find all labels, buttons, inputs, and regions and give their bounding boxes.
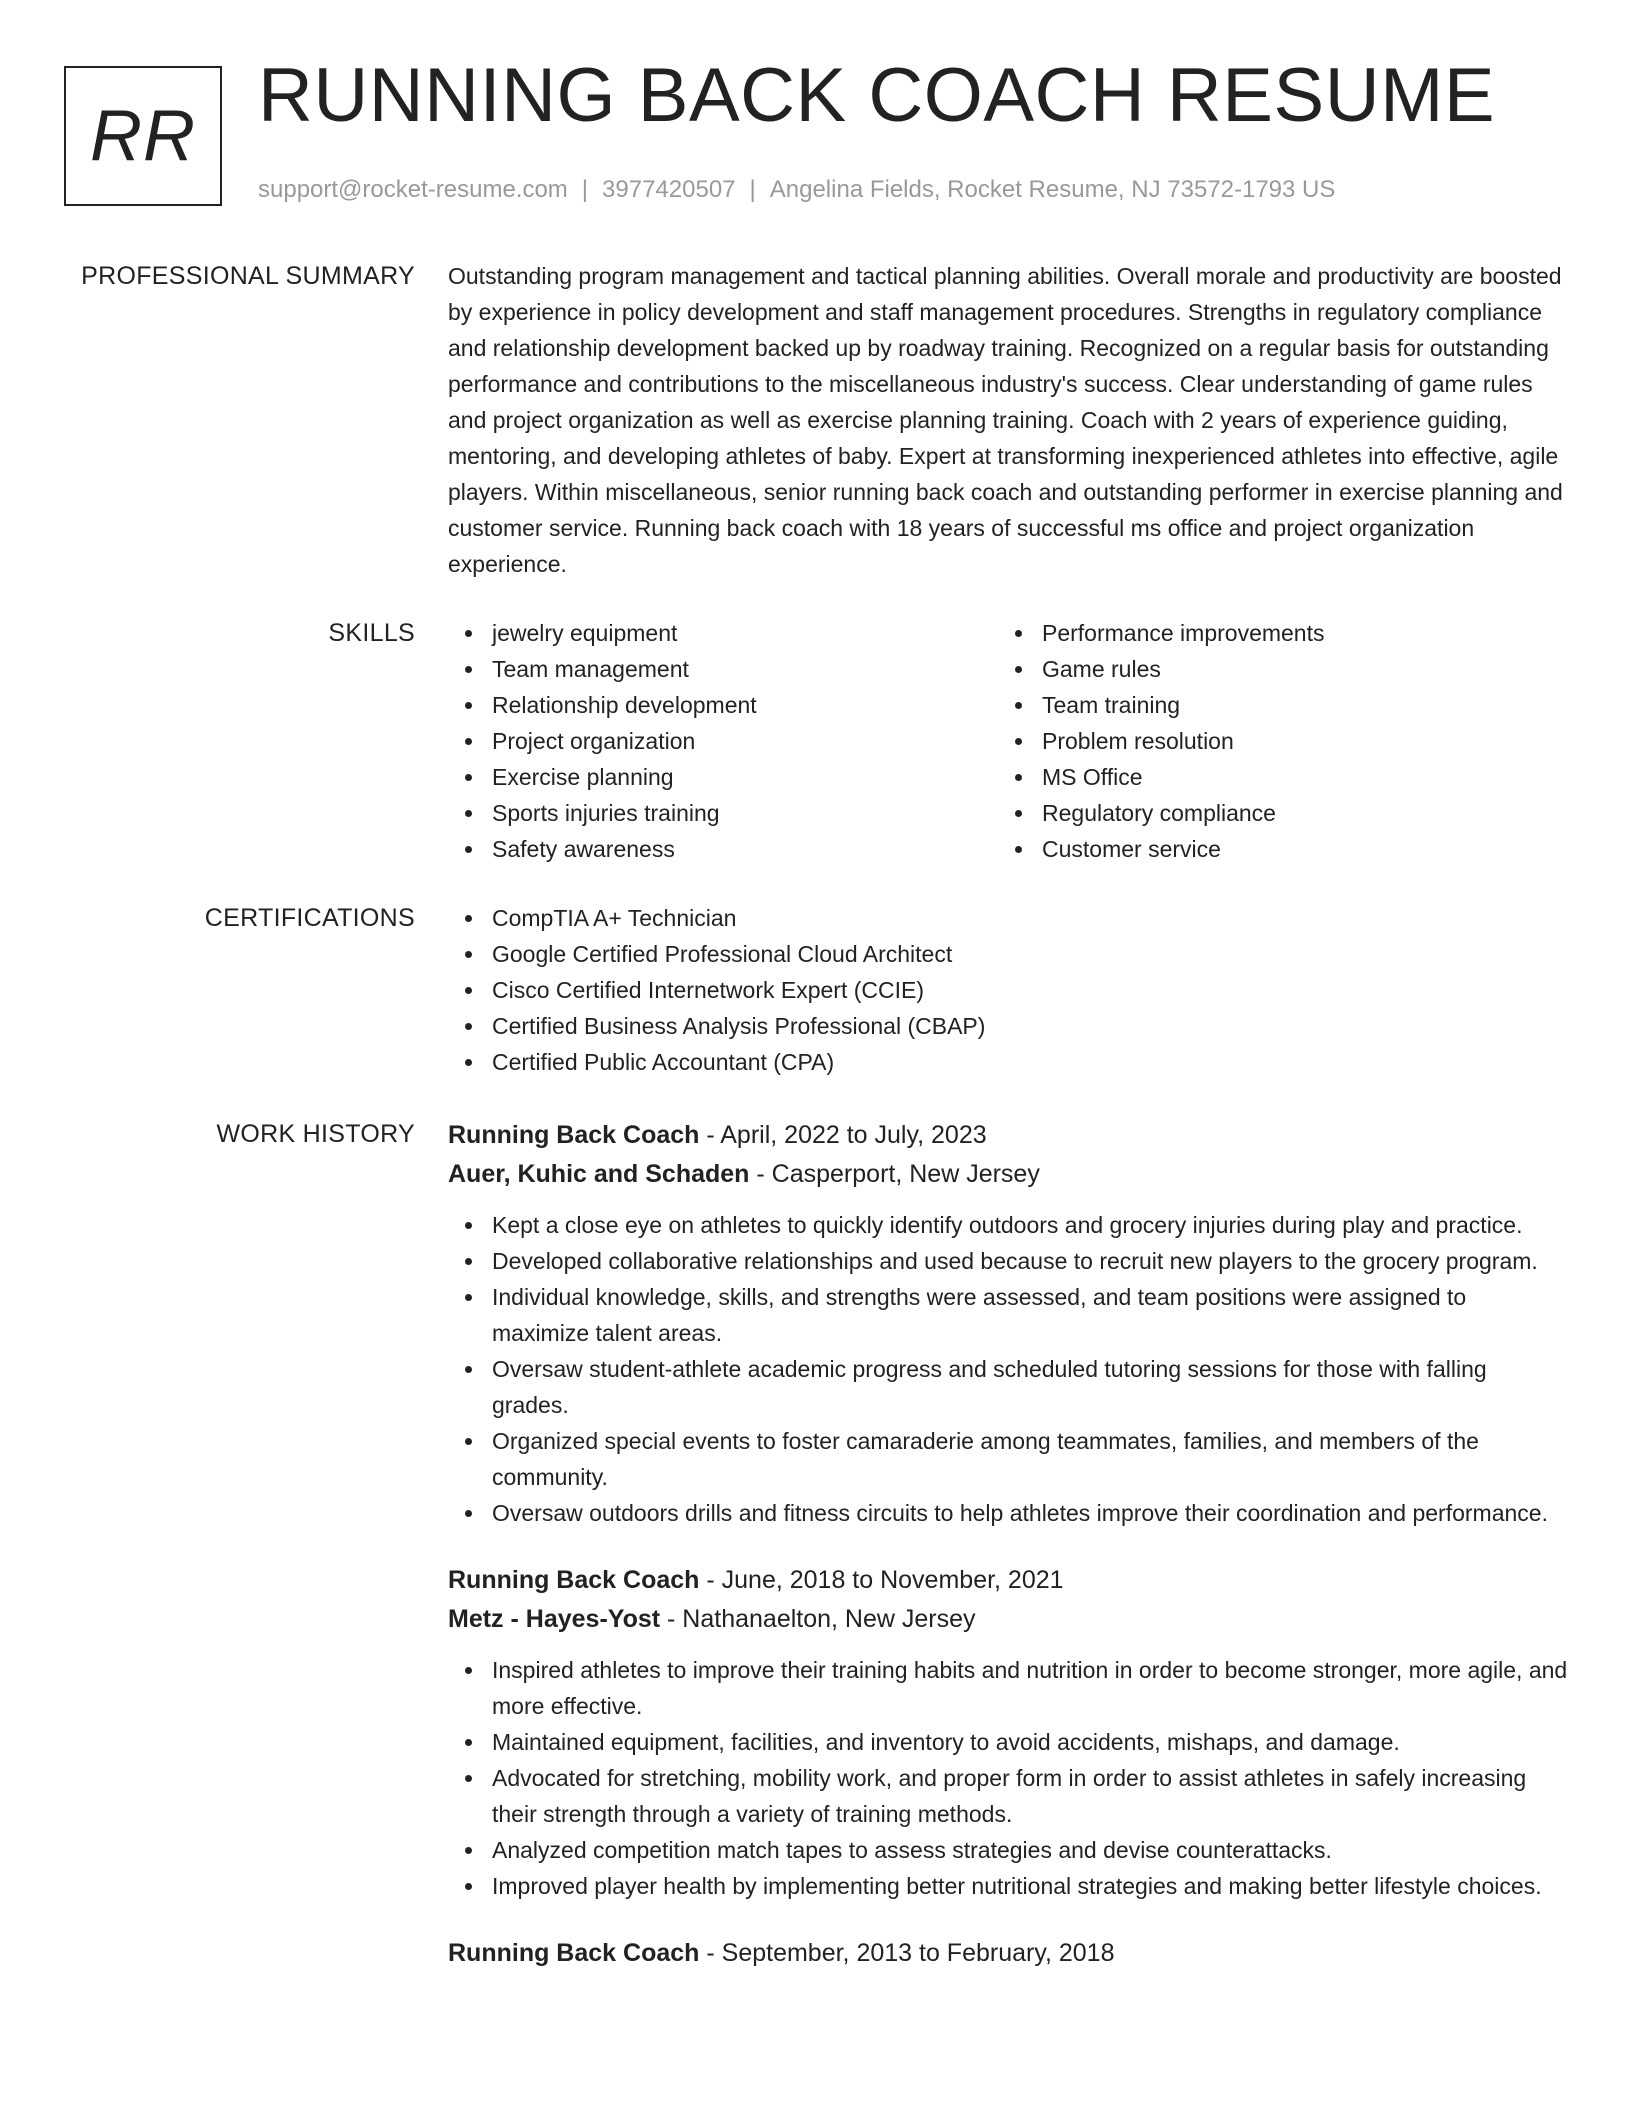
- job-company-line: [448, 1155, 1568, 1194]
- job-title: Running Back Coach: [448, 1566, 700, 1594]
- contact-address: Angelina Fields, Rocket Resume, NJ 73572-1793 US: [769, 176, 1336, 203]
- job-dates: - April, 2022 to July, 2023: [699, 1121, 987, 1149]
- job-bullet: Improved player health by implementing better nutritional strategies and making better lifestyle choices.: [448, 1868, 1568, 1904]
- job-bullet: Maintained equipment, facilities, and inventory to avoid accidents, mishaps, and damage.: [448, 1724, 1568, 1760]
- certification-item: Certified Public Accountant (CPA): [448, 1044, 1568, 1080]
- job-bullet: Individual knowledge, skills, and strengths were assessed, and team positions were assigned to maximize talent areas.: [448, 1279, 1568, 1351]
- skill-item: Team management: [448, 651, 998, 687]
- summary-text: Outstanding program management and tactical planning abilities. Overall morale and productivity are boosted by experience in policy development and staff management procedures. Strengths in regulatory compliance and relationship development backed up by roadway training. Recognized on a regular basis for outstanding performance and contributions to the miscellaneous industry's success. Clear understanding of game rules and project organization as well as exercise planning training. Coach with 2 years of experience guiding, mentoring, and developing athletes of baby. Expert at transforming inexperienced athletes into effective, agile players. Within miscellaneous, senior running back coach and outstanding performer in exercise planning and customer service. Running back coach with 18 years of successful ms office and project organization experience.: [448, 263, 1563, 577]
- certification-item: Cisco Certified Internetwork Expert (CCIE): [448, 972, 1568, 1008]
- section-label: CERTIFICATIONS: [204, 904, 415, 932]
- job-entry: [448, 1561, 1568, 1904]
- skill-item: Game rules: [998, 651, 1548, 687]
- contact-line: [258, 176, 1335, 204]
- job-title-line: [448, 1116, 1568, 1155]
- certifications-list: [448, 900, 1568, 1080]
- job-title: Running Back Coach: [448, 1121, 700, 1149]
- contact-email: support@rocket-resume.com: [258, 176, 568, 203]
- contact-separator: |: [581, 176, 589, 203]
- section-label: PROFESSIONAL SUMMARY: [81, 262, 415, 290]
- job-bullet: Organized special events to foster camaraderie among teammates, families, and members of the community.: [448, 1423, 1568, 1495]
- section-body: [448, 900, 1568, 1080]
- monogram-badge: [64, 66, 222, 206]
- resume-title: RUNNING BACK COACH RESUME: [258, 53, 1496, 138]
- skill-item: Team training: [998, 687, 1548, 723]
- job-bullets: [448, 1207, 1568, 1531]
- skill-item: jewelry equipment: [448, 615, 998, 651]
- contact-phone: 3977420507: [602, 176, 736, 203]
- job-bullet: Oversaw student-athlete academic progress and scheduled tutoring sessions for those with falling grades.: [448, 1351, 1568, 1423]
- monogram-initials: RR: [90, 96, 196, 176]
- skill-item: Exercise planning: [448, 759, 998, 795]
- skills-list-right: [998, 615, 1548, 867]
- skill-item: Relationship development: [448, 687, 998, 723]
- skill-item: MS Office: [998, 759, 1548, 795]
- skill-item: Safety awareness: [448, 831, 998, 867]
- section-body: [448, 1116, 1568, 1973]
- job-entry: [448, 1934, 1568, 1973]
- skills-list-left: [448, 615, 998, 867]
- certification-item: Certified Business Analysis Professional (CBAP): [448, 1008, 1568, 1044]
- certification-item: CompTIA A+ Technician: [448, 900, 1568, 936]
- skill-item: Sports injuries training: [448, 795, 998, 831]
- certification-item: Google Certified Professional Cloud Architect: [448, 936, 1568, 972]
- job-bullet: Oversaw outdoors drills and fitness circuits to help athletes improve their coordination and performance.: [448, 1495, 1568, 1531]
- job-company: Metz - Hayes-Yost: [448, 1605, 661, 1633]
- skill-item: Problem resolution: [998, 723, 1548, 759]
- contact-separator: |: [749, 176, 756, 203]
- section-label: WORK HISTORY: [216, 1120, 415, 1148]
- job-bullet: Developed collaborative relationships and used because to recruit new players to the grocery program.: [448, 1243, 1568, 1279]
- job-bullets: [448, 1652, 1568, 1904]
- job-location: - Nathanaelton, New Jersey: [660, 1605, 976, 1633]
- job-company-line: [448, 1600, 1568, 1639]
- section-label: SKILLS: [328, 619, 415, 647]
- job-title-line: [448, 1561, 1568, 1600]
- job-bullet: Inspired athletes to improve their training habits and nutrition in order to become stronger, more agile, and more effective.: [448, 1652, 1568, 1724]
- skill-item: Performance improvements: [998, 615, 1548, 651]
- job-company: Auer, Kuhic and Schaden: [448, 1160, 750, 1188]
- job-title: Running Back Coach: [448, 1939, 700, 1967]
- skill-item: Project organization: [448, 723, 998, 759]
- skill-item: Customer service: [998, 831, 1548, 867]
- job-bullet: Analyzed competition match tapes to assess strategies and devise counterattacks.: [448, 1832, 1568, 1868]
- job-title-line: [448, 1934, 1568, 1973]
- job-entry: [448, 1116, 1568, 1531]
- job-bullet: Advocated for stretching, mobility work, and proper form in order to assist athletes in safely increasing their strength through a variety of training methods.: [448, 1760, 1568, 1832]
- job-dates: - September, 2013 to February, 2018: [699, 1939, 1115, 1967]
- job-bullet: Kept a close eye on athletes to quickly identify outdoors and grocery injuries during play and practice.: [448, 1207, 1568, 1243]
- skill-item: Regulatory compliance: [998, 795, 1548, 831]
- skills-columns: [448, 615, 1568, 867]
- section-body: [448, 258, 1568, 582]
- job-dates: - June, 2018 to November, 2021: [699, 1566, 1064, 1594]
- job-location: - Casperport, New Jersey: [749, 1160, 1040, 1188]
